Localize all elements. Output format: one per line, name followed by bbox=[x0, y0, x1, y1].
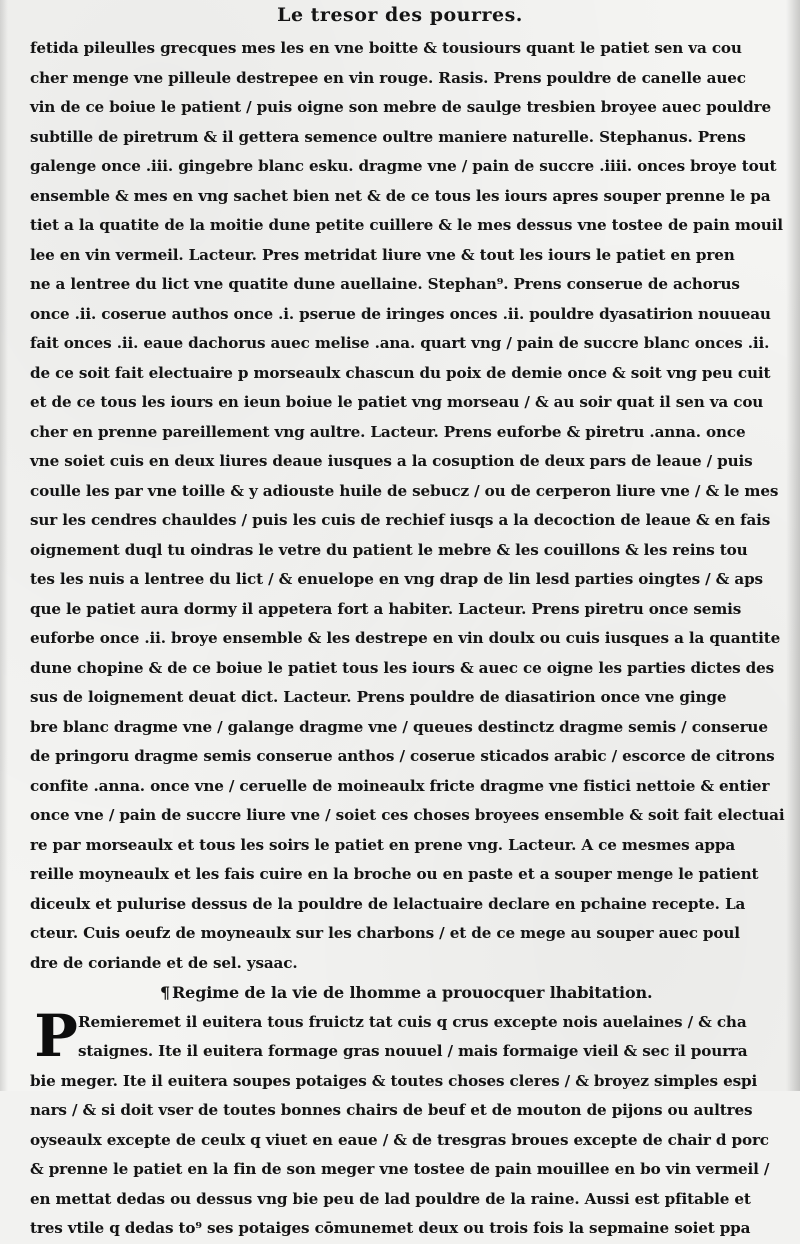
text-line: dre de coriande et de sel. ysaac. bbox=[30, 953, 298, 972]
text-line: dune chopine & de ce boiue le patiet tous les iours & auec ce oigne les parties dictes des bbox=[30, 658, 775, 677]
text-line: galenge once .iii. gingebre blanc esku. dragme vne / pain de succre .iiii. onces broye tout bbox=[30, 157, 777, 175]
text-line: nars / & si doit vser de toutes bonnes chairs de beuf et de mouton de pijons ou aultres bbox=[30, 1101, 753, 1119]
decorated-initial: P bbox=[34, 1001, 78, 1070]
text-line: vin de ce boiue le patient / puis oigne son mebre de saulge tresbien broyee auec pouldre bbox=[30, 98, 771, 116]
text-line: cteur. Cuis oeufz de moyneaulx sur les charbons / et de ce mege au souper auec poul bbox=[30, 924, 740, 942]
text-line: diceulx et pulurise dessus de la pouldre de lelactuaire declare en pchaine recepte. La bbox=[30, 894, 746, 913]
text-line: staignes. Ite il euitera formage gras nouuel / mais formaige vieil & sec il pourra bbox=[78, 1042, 748, 1060]
text-line: vne soiet cuis en deux liures deaue iusques a la cosuption de deux pars de leaue / puis bbox=[30, 452, 753, 470]
page-edge-shadow bbox=[786, 0, 800, 1091]
text-line: en mettat dedas ou dessus vng bie peu de lad pouldre de la raine. Aussi est pfitable et bbox=[30, 1189, 751, 1208]
text-line: tes les nuis a lentree du lict / & enuelope en vng drap de lin lesd parties oingtes / & aps bbox=[30, 570, 763, 588]
text-line: que le patiet aura dormy il appetera fort a habiter. Lacteur. Prens piretru once semis bbox=[30, 599, 742, 618]
text-line: coulle les par vne toille & y adiouste huile de sebucz / ou de cerperon liure vne / & le mes bbox=[30, 481, 779, 500]
text-line: ne a lentree du lict vne quatite dune auellaine. Stephan⁹. Prens conserue de achorus bbox=[30, 275, 740, 293]
section-heading bbox=[30, 978, 782, 1008]
text-block bbox=[30, 34, 785, 1244]
text-line: et de ce tous les iours en ieun boiue le patiet vng morseau / & au soir quat il sen va cou bbox=[30, 393, 764, 411]
text-line: reille moyneaulx et les fais cuire en la broche ou en paste et a souper menge le patient bbox=[30, 865, 759, 883]
text-line: de ce soit fait electuaire p morseaulx chascun du poix de demie once & soit vng peu cuit bbox=[30, 363, 771, 382]
text-line: de pringoru dragme semis conserue anthos / coserue sticados arabic / escorce de citrons bbox=[30, 747, 775, 765]
paragraph-1 bbox=[30, 34, 785, 978]
text-line: cher menge vne pilleule destrepee en vin rouge. Rasis. Prens pouldre de canelle auec bbox=[30, 68, 746, 87]
page-gutter-shadow bbox=[0, 0, 8, 1091]
text-line: once .ii. coserue authos once .i. pserue de iringes onces .ii. pouldre dyasatirion nouueau bbox=[30, 304, 771, 323]
text-line: oignement duql tu oindras le vetre du patient le mebre & les couillons & les reins tou bbox=[30, 540, 748, 559]
section-heading-text: Regime de la vie de lhomme a prouocquer lhabitation. bbox=[172, 983, 653, 1002]
text-line: Remieremet il euitera tous fruictz tat cuis q crus excepte nois auelaines / & cha bbox=[78, 1012, 747, 1031]
text-line: oyseaulx excepte de ceulx q viuet en eaue / & de tresgras broues excepte de chair d porc bbox=[30, 1130, 769, 1149]
text-line: cher en prenne pareillement vng aultre. Lacteur. Prens euforbe & piretru .anna. once bbox=[30, 422, 746, 441]
text-line: tres vtile q dedas to⁹ ses potaiges cōmunemet deux ou trois fois la sepmaine soiet ppa bbox=[30, 1219, 751, 1237]
text-line: euforbe once .ii. broye ensemble & les destrepe en vin doulx ou cuis iusques a la quantite bbox=[30, 629, 781, 647]
text-line: re par morseaulx et tous les soirs le patiet en prene vng. Lacteur. A ce mesmes appa bbox=[30, 835, 736, 854]
text-line: & prenne le patiet en la fin de son meger vne tostee de pain mouillee en bo vin vermeil / bbox=[30, 1160, 770, 1178]
text-line: subtille de piretrum & il gettera semence oultre maniere naturelle. Stephanus. Prens bbox=[30, 127, 746, 146]
running-head: Le tresor des pourres. bbox=[277, 4, 523, 26]
text-line: sus de loignement deuat dict. Lacteur. Prens pouldre de diasatirion once vne ginge bbox=[30, 688, 727, 706]
text-line: bie meger. Ite il euitera soupes potaiges & toutes choses cleres / & broyez simples espi bbox=[30, 1071, 758, 1090]
text-line: ensemble & mes en vng sachet bien net & de ce tous les iours apres souper prenne le pa bbox=[30, 186, 771, 205]
text-line: bre blanc dragme vne / galange dragme vne / queues destinctz dragme semis / conserue bbox=[30, 717, 768, 736]
text-line: fait onces .ii. eaue dachorus auec melise .ana. quart vng / pain de succre blanc onces .ii. bbox=[30, 334, 770, 352]
text-line: fetida pileulles grecques mes les en vne boitte & tousiours quant le patiet sen va cou bbox=[30, 39, 742, 57]
text-line: lee en vin vermeil. Lacteur. Pres metridat liure vne & tout les iours le patiet en pren bbox=[30, 245, 735, 264]
text-line: tiet a la quatite de la moitie dune petite cuillere & le mes dessus vne tostee de pain mouil bbox=[30, 216, 783, 234]
paragraph-2 bbox=[30, 1001, 782, 1244]
text-line: confite .anna. once vne / ceruelle de moineaulx fricte dragme vne fistici nettoie & entier bbox=[30, 776, 770, 795]
pilcrow-mark: ¶ bbox=[160, 983, 171, 1002]
text-line: sur les cendres chauldes / puis les cuis de rechief iusqs a la decoction de leaue & en fais bbox=[30, 511, 771, 529]
text-line: once vne / pain de succre liure vne / soiet ces choses broyees ensemble & soit fait electuai bbox=[30, 806, 785, 824]
